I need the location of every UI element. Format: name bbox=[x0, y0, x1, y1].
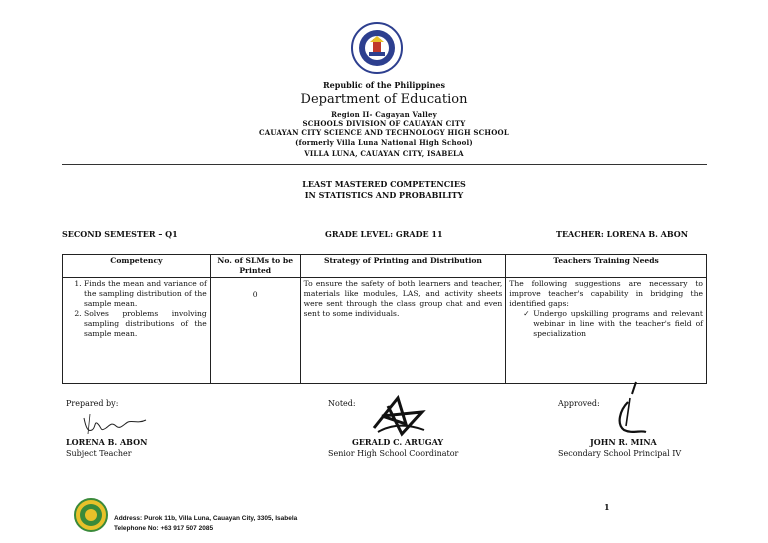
department-heading: Department of Education bbox=[300, 92, 468, 107]
noted-signature-icon bbox=[368, 394, 430, 438]
approved-name: JOHN R. MINA bbox=[590, 437, 657, 447]
school-logo-icon bbox=[74, 498, 108, 532]
footer-address: Address: Purok 11b, Villa Luna, Cauayan City, 3305, Isabela bbox=[114, 515, 298, 522]
location-heading: VILLA LUNA, CAUAYAN CITY, ISABELA bbox=[304, 149, 464, 158]
competency-table bbox=[62, 254, 707, 384]
page-number: 1 bbox=[604, 502, 610, 512]
semester-label: SECOND SEMESTER – Q1 bbox=[62, 229, 178, 239]
document-title-line2: IN STATISTICS AND PROBABILITY bbox=[304, 190, 464, 200]
republic-heading: Republic of the Philippines bbox=[322, 80, 445, 90]
prepared-by-label: Prepared by: bbox=[66, 399, 119, 408]
training-list bbox=[509, 309, 703, 339]
prepared-by-role: Subject Teacher bbox=[66, 449, 132, 458]
slm-count-cell: 0 bbox=[210, 278, 300, 384]
training-needs-cell bbox=[506, 278, 707, 384]
footer-telephone: Telephone No: +63 917 507 2085 bbox=[114, 525, 214, 532]
noted-name: GERALD C. ARUGAY bbox=[352, 437, 444, 447]
header-slm-count: No. of SLMs to be Printed bbox=[210, 255, 300, 278]
grade-level-label: GRADE LEVEL: GRADE 11 bbox=[325, 229, 443, 239]
competency-list bbox=[66, 279, 207, 339]
training-intro: The following suggestions are necessary to improve teacher's capability in bridging the identified gaps: bbox=[509, 279, 703, 308]
deped-seal-icon bbox=[351, 22, 403, 74]
list-item: 2. Solves problems involving sampling distributions of the sample mean. bbox=[84, 309, 207, 339]
noted-label: Noted: bbox=[328, 399, 356, 408]
approved-role: Secondary School Principal IV bbox=[558, 449, 682, 458]
header-training-needs: Teachers Training Needs bbox=[506, 255, 707, 278]
approved-signature-icon bbox=[606, 380, 650, 438]
division-heading: SCHOOLS DIVISION OF CAUAYAN CITY bbox=[302, 119, 466, 128]
formerly-heading: (formerly Villa Luna National High School) bbox=[295, 138, 473, 147]
prepared-signature-icon bbox=[80, 410, 150, 438]
noted-role: Senior High School Coordinator bbox=[328, 449, 459, 458]
region-heading: Region II- Cagayan Valley bbox=[331, 110, 437, 119]
school-heading: CAUAYAN CITY SCIENCE AND TECHNOLOGY HIGH SCHOOL bbox=[259, 128, 509, 137]
approved-label: Approved: bbox=[558, 399, 600, 408]
strategy-cell: To ensure the safety of both learners and teacher, materials like modules, LAS, and activity sheets were sent through the class group chat and even sent to some individuals. bbox=[300, 278, 506, 384]
prepared-by-name: LORENA B. ABON bbox=[66, 437, 148, 447]
list-item: ✓ Undergo upskilling programs and relevant webinar in line with the teacher's field of specialization bbox=[523, 309, 703, 339]
competency-cell bbox=[63, 278, 211, 384]
list-item: 1. Finds the mean and variance of the sampling distribution of the sample mean. bbox=[84, 279, 207, 309]
header-competency: Competency bbox=[63, 255, 211, 278]
header-strategy: Strategy of Printing and Distribution bbox=[300, 255, 506, 278]
document-title-line1: LEAST MASTERED COMPETENCIES bbox=[302, 179, 466, 189]
teacher-label: TEACHER: LORENA B. ABON bbox=[556, 229, 689, 239]
table-header-row bbox=[63, 255, 707, 278]
header-divider bbox=[62, 164, 707, 165]
table-row bbox=[63, 278, 707, 384]
